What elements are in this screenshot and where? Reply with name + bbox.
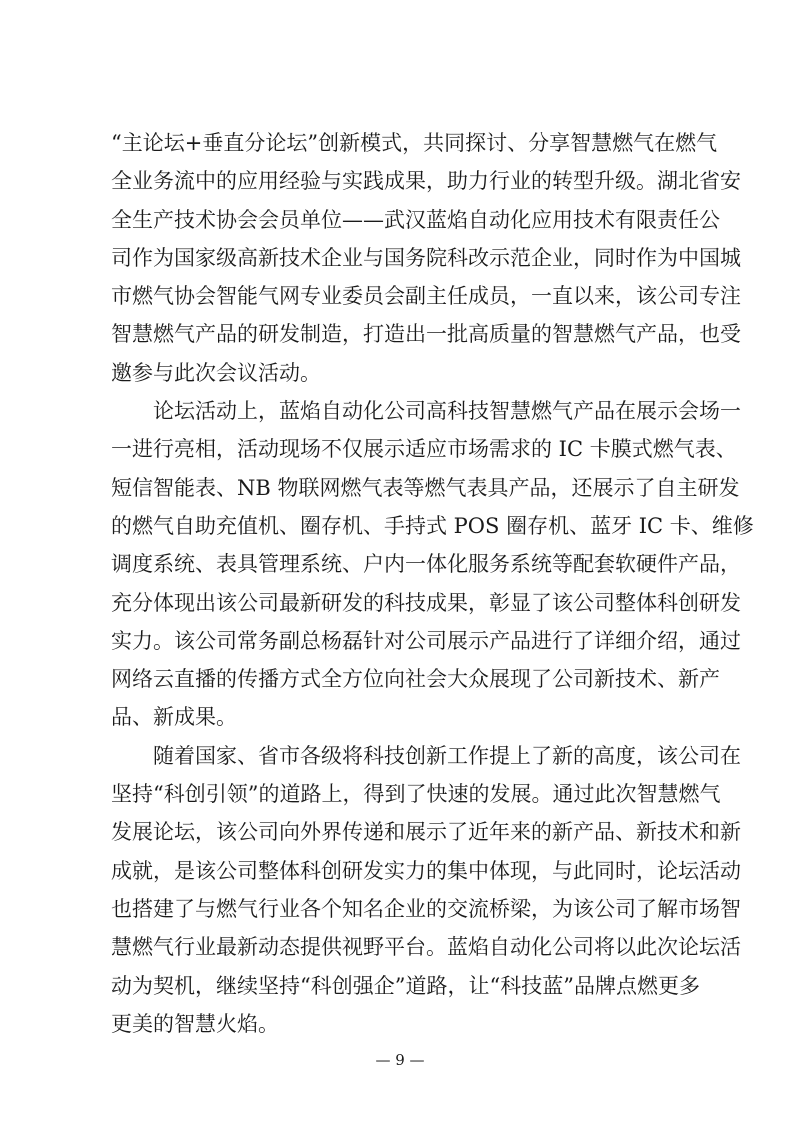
paragraph-2-line-9: 品、新成果。 <box>111 705 237 730</box>
paragraph-1-line-6: 智慧燃气产品的研发制造，打造出一批高质量的智慧燃气产品，也受 <box>111 322 741 347</box>
paragraph-1-line-7: 邀参与此次会议活动。 <box>111 360 321 385</box>
paragraph-2-line-5: 调度系统、表具管理系统、户内一体化服务系统等配套软硬件产品， <box>111 552 741 577</box>
paragraph-1-line-3: 全生产技术协会会员单位——武汉蓝焰自动化应用技术有限责任公 <box>111 207 720 232</box>
paragraph-2-line-7: 实力。该公司常务副总杨磊针对公司展示产品进行了详细介绍，通过 <box>111 628 741 653</box>
paragraph-3-line-8: 更美的智慧火焰。 <box>111 1011 279 1036</box>
paragraph-1-line-5: 市燃气协会智能气网专业委员会副主任成员，一直以来，该公司专注 <box>111 284 741 309</box>
paragraph-2-line-8: 网络云直播的传播方式全方位向社会大众展现了公司新技术、新产 <box>111 667 720 692</box>
paragraph-3-line-4: 成就，是该公司整体科创研发实力的集中体现，与此同时，论坛活动 <box>111 858 741 883</box>
paragraph-2-line-4: 的燃气自助充值机、圈存机、手持式 POS 圈存机、蓝牙 IC 卡、维修 <box>111 513 754 538</box>
paragraph-3-line-1: 随着国家、省市各级将科技创新工作提上了新的高度，该公司在 <box>153 743 741 768</box>
paragraph-2-line-2: 一进行亮相，活动现场不仅展示适应市场需求的 IC 卡膜式燃气表、 <box>111 437 737 462</box>
body-text <box>111 124 754 1043</box>
paragraph-1-line-4: 司作为国家级高新技术企业与国务院科改示范企业，同时作为中国城 <box>111 245 741 270</box>
paragraph-2-line-6: 充分体现出该公司最新研发的科技成果，彰显了该公司整体科创研发 <box>111 590 741 615</box>
paragraph-2-line-1: 论坛活动上，蓝焰自动化公司高科技智慧燃气产品在展示会场一 <box>153 399 741 424</box>
paragraph-1-line-1: “主论坛+垂直分论坛”创新模式，共同探讨、分享智慧燃气在燃气 <box>111 131 718 155</box>
paragraph-1-line-2: 全业务流中的应用经验与实践成果，助力行业的转型升级。湖北省安 <box>111 169 741 194</box>
paragraph-3-line-6: 慧燃气行业最新动态提供视野平台。蓝焰自动化公司将以此次论坛活 <box>111 935 741 960</box>
paragraph-3-line-3: 发展论坛，该公司向外界传递和展示了近年来的新产品、新技术和新 <box>111 820 741 845</box>
page-number: — 9 — <box>375 1051 425 1069</box>
paragraph-3-line-7: 动为契机，继续坚持“科创强企”道路，让“科技蓝”品牌点燃更多 <box>111 973 700 998</box>
paragraph-3-line-5: 也搭建了与燃气行业各个知名企业的交流桥梁，为该公司了解市场智 <box>111 896 741 921</box>
paragraph-3-line-2: 坚持“科创引领”的道路上，得到了快速的发展。通过此次智慧燃气 <box>111 782 721 807</box>
paragraph-2-line-3: 短信智能表、NB 物联网燃气表等燃气表具产品，还展示了自主研发 <box>111 475 740 500</box>
